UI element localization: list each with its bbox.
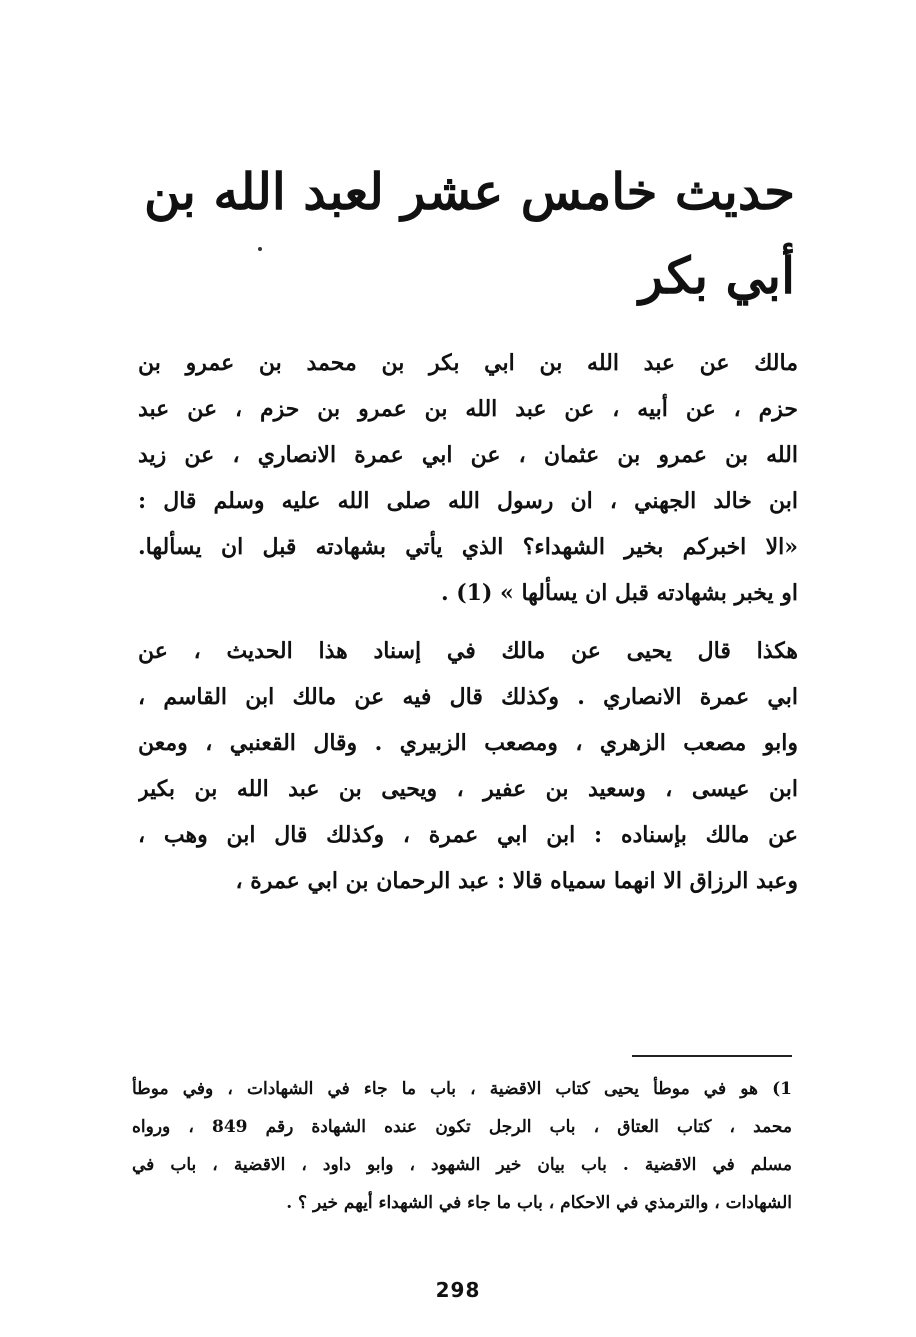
footnote-line: 1) هو في موطأ يحيى كتاب الاقضية ، باب ما جاء في الشهادات ، وفي موطأ <box>132 1079 792 1099</box>
footnote-line: الشهادات ، والترمذي في الاحكام ، باب ما جاء في الشهداء أيهم خير ؟ . <box>286 1193 792 1213</box>
footnote-divider <box>632 1055 792 1057</box>
text-line: الله بن عمرو بن عثمان ، عن ابي عمرة الانصاري ، عن زيد <box>138 442 798 468</box>
footnote-line: مسلم في الاقضية . باب بيان خير الشهود ، وابو داود ، الاقضية ، باب في <box>132 1155 792 1175</box>
page-number: 298 <box>435 1278 481 1302</box>
text-line: ابن عيسى ، وسعيد بن عفير ، ويحيى بن عبد الله بن بكير <box>138 776 798 802</box>
text-line: مالك عن عبد الله بن ابي بكر بن محمد بن عمرو بن <box>138 350 798 376</box>
text-line: ابن خالد الجهني ، ان رسول الله صلى الله عليه وسلم قال : <box>138 488 798 514</box>
chapter-title <box>130 150 795 318</box>
chapter-title-line-1: حديث خامس عشر لعبد الله بن <box>143 162 795 221</box>
footnote-line: محمد ، كتاب العتاق ، باب الرجل تكون عنده الشهادة رقم 849 ، ورواه <box>132 1117 792 1137</box>
text-line: عن مالك بإسناده : ابن ابي عمرة ، وكذلك قال ابن وهب ، <box>138 822 798 848</box>
text-line: او يخبر بشهادته قبل ان يسألها » (1) . <box>440 580 798 606</box>
text-line: هكذا قال يحيى عن مالك في إسناد هذا الحديث ، عن <box>138 638 798 664</box>
chapter-title-line-2: أبي بكر <box>638 246 795 305</box>
text-line: حزم ، عن أبيه ، عن عبد الله بن عمرو بن حزم ، عن عبد <box>138 396 798 422</box>
text-line: ابي عمرة الانصاري . وكذلك قال فيه عن مالك ابن القاسم ، <box>138 684 798 710</box>
footnote <box>132 1070 792 1222</box>
commentary-paragraph <box>138 628 798 904</box>
text-line: «الا اخبركم بخير الشهداء؟ الذي يأتي بشهادته قبل ان يسألها. <box>138 534 798 560</box>
text-line: وابو مصعب الزهري ، ومصعب الزبيري . وقال القعنبي ، ومعن <box>138 730 798 756</box>
text-line: وعبد الرزاق الا انهما سمياه قالا : عبد الرحمان بن ابي عمرة ، <box>235 868 798 894</box>
ink-speck <box>258 247 262 251</box>
hadith-text-paragraph <box>138 340 798 616</box>
